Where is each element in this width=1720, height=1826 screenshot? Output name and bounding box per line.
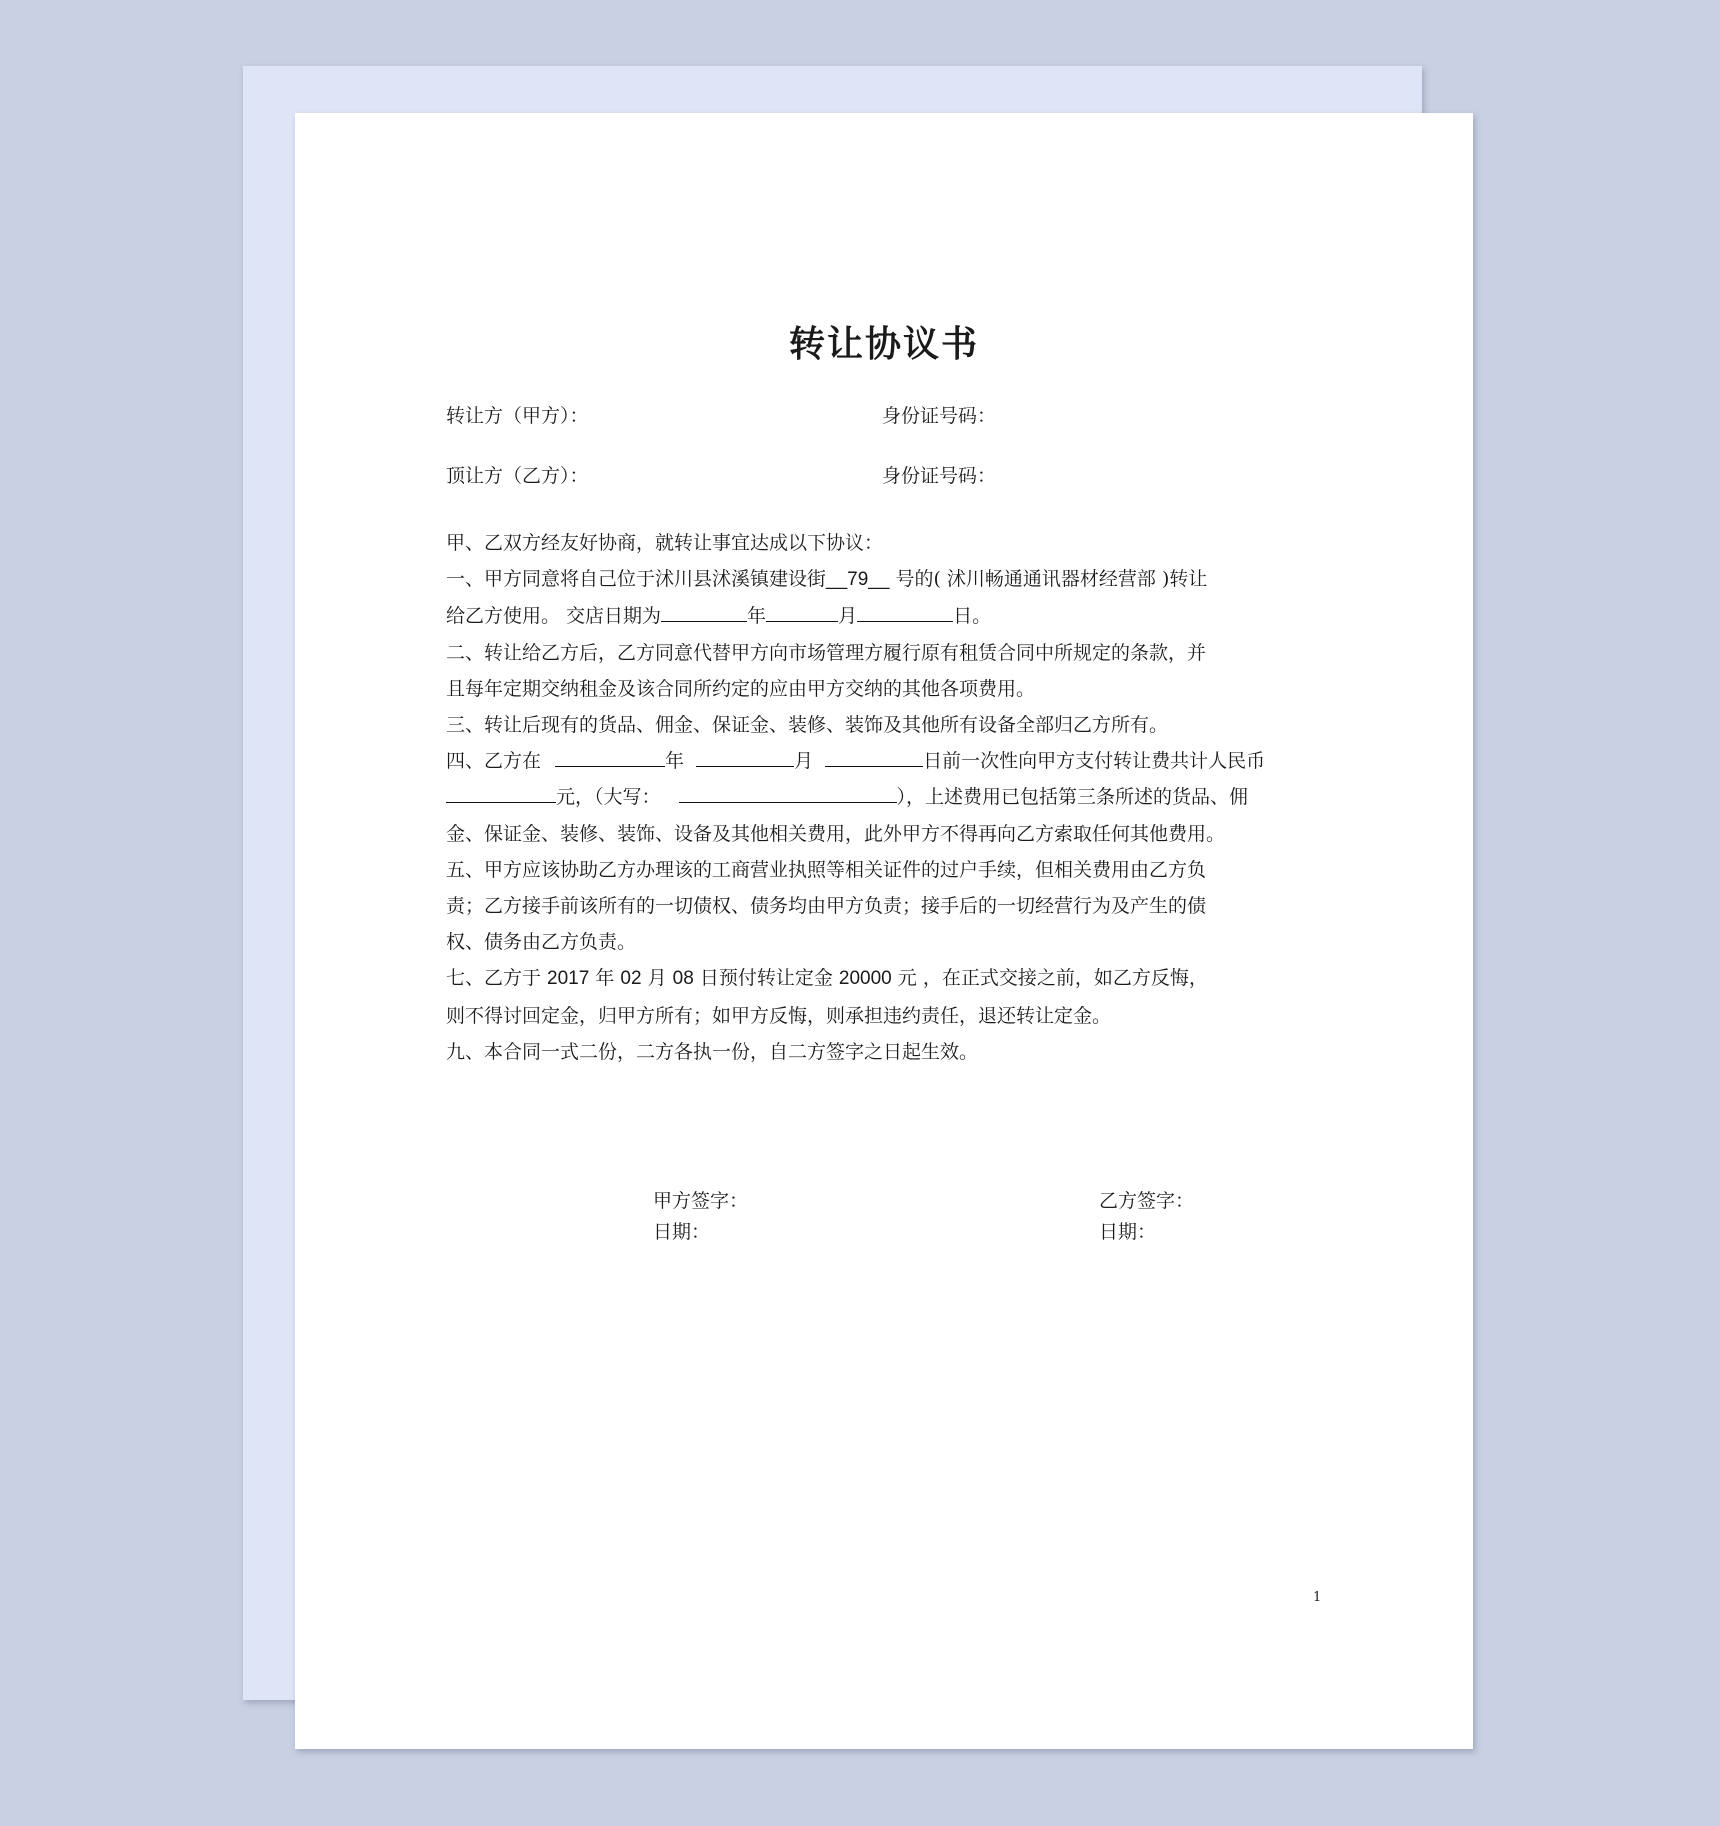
party-b-signature-label: 乙方签字： xyxy=(1099,1190,1195,1212)
year-label: 年 xyxy=(747,605,767,628)
street-number: __79__ xyxy=(826,569,890,591)
clause-1-line-1 xyxy=(446,561,1321,598)
clause-5-line-1: 五、甲方应该协助乙方办理该的工商营业执照等相关证件的过户手续，但相关费用由乙方负 xyxy=(446,858,1207,881)
intro: 甲、乙双方经友好协商，就转让事宜达成以下协议： xyxy=(446,532,884,554)
clause-text: 号的( 沭川畅通通讯器材经营部 )转让 xyxy=(889,568,1208,591)
clause-text: 元 ，在正式交接之前，如乙方反悔， xyxy=(891,967,1208,990)
page-number: 1 xyxy=(1313,1590,1322,1605)
id-label-a: 身份证号码： xyxy=(882,405,997,427)
clause-1-line-2 xyxy=(446,598,1321,634)
clause-4-line-3: 金、保证金、装修、装饰、设备及其他相关费用，此外甲方不得再向乙方索取任何其他费用。 xyxy=(446,822,1226,845)
blank-month xyxy=(696,747,794,767)
day-label: 日。 xyxy=(953,605,992,628)
party-b-date-label: 日期： xyxy=(1099,1221,1157,1243)
clause-7-line-1 xyxy=(446,960,1321,997)
document-title: 转让协议书 xyxy=(788,324,979,365)
month-label: 月 xyxy=(794,750,814,773)
clause-2-line-2: 且每年定期交纳租金及该合同所约定的应由甲方交纳的其他各项费用。 xyxy=(446,677,1036,700)
deposit-day: 08 xyxy=(672,968,694,990)
party-a-date-label: 日期： xyxy=(653,1221,711,1243)
clause-9: 九、本合同一式二份，二方各执一份，自二方签字之日起生效。 xyxy=(446,1040,979,1063)
blank-amount-words xyxy=(679,783,897,803)
deposit-amount: 20000 xyxy=(838,968,892,990)
blank-month xyxy=(766,602,838,622)
clause-text: 年 xyxy=(589,967,621,990)
party-b-label: 顶让方（乙方）： xyxy=(446,465,589,487)
deposit-year: 2017 xyxy=(547,968,590,990)
clause-5-line-2: 责；乙方接手前该所有的一切债权、债务均由甲方负责；接手后的一切经营行为及产生的债 xyxy=(446,895,1207,918)
clause-text: 一、甲方同意将自己位于沭川县沭溪镇建设街 xyxy=(446,568,827,591)
agreement-body xyxy=(446,525,1321,1070)
clause-4-line-2 xyxy=(446,779,1321,815)
clause-4-line-1 xyxy=(446,743,1321,779)
party-a-label: 转让方（甲方）： xyxy=(446,405,589,427)
clause-3: 三、转让后现有的货品、佣金、保证金、装修、装饰及其他所有设备全部归乙方所有。 xyxy=(446,714,1169,737)
blank-day xyxy=(857,602,953,622)
deposit-month: 02 xyxy=(620,968,642,990)
clause-text: 给乙方使用。 交店日期为 xyxy=(446,605,662,628)
clause-text: 四、乙方在 xyxy=(446,750,548,773)
blank-year xyxy=(555,747,665,767)
clause-text: ），上述费用已包括第三条所述的货品、佣 xyxy=(896,786,1249,809)
clause-text: 日前一次性向甲方支付转让费共计人民币 xyxy=(923,750,1266,773)
month-label: 月 xyxy=(838,605,858,628)
clause-5-line-3: 权、债务由乙方负责。 xyxy=(446,931,637,954)
clause-2-line-1: 二、转让给乙方后，乙方同意代替甲方向市场管理方履行原有租赁合同中所规定的条款，并 xyxy=(446,641,1207,664)
clause-text: 七、乙方于 xyxy=(446,967,548,990)
blank-day xyxy=(825,747,923,767)
party-a-signature-label: 甲方签字： xyxy=(653,1190,749,1212)
year-label: 年 xyxy=(665,750,685,773)
clause-text: 日预付转让定金 xyxy=(693,967,839,990)
blank-year xyxy=(661,602,747,622)
document-page xyxy=(295,113,1473,1749)
blank-amount xyxy=(446,783,556,803)
id-label-b: 身份证号码： xyxy=(882,465,997,487)
clause-text: 月 xyxy=(641,967,673,990)
clause-text: 元，（大写： xyxy=(556,786,661,809)
clause-7-line-2: 则不得讨回定金，归甲方所有；如甲方反悔，则承担违约责任，退还转让定金。 xyxy=(446,1004,1112,1027)
